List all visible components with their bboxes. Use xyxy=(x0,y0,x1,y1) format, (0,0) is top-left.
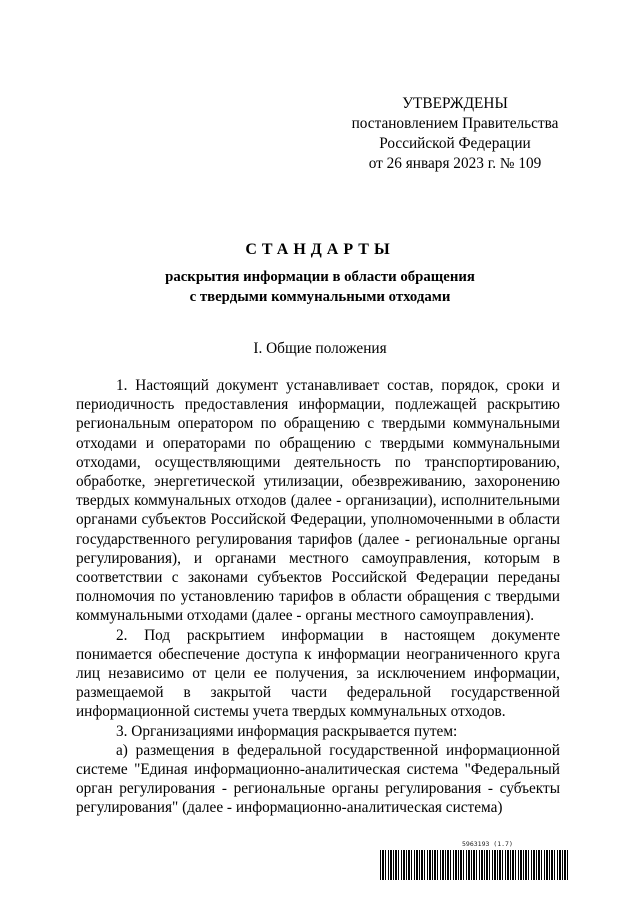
approval-block xyxy=(330,94,580,174)
paragraph-2: 2. Под раскрытием информации в настоящем документе понимается обеспечение доступа к информации неограниченного круга лиц независимо от цели ее получения, за исключением информации, размещаемой в закрытой части федеральной государственной информационной системы учета твердых коммунальных отходов. xyxy=(76,626,560,721)
approval-line-date: от 26 января 2023 г. № 109 xyxy=(368,155,542,172)
paragraph-3: 3. Организациями информация раскрывается путем: xyxy=(116,722,458,740)
document-body xyxy=(76,376,560,818)
barcode-block xyxy=(380,840,570,882)
barcode-label: 5963193 (1.7) xyxy=(462,840,513,848)
approval-line-federation: Российской Федерации xyxy=(379,135,531,152)
document-title: СТАНДАРТЫ xyxy=(245,241,395,258)
paragraph-1: 1. Настоящий документ устанавливает состав, порядок, сроки и периодичность предоставления информации, подлежащей раскрытию региональным оператором по обращению с твердыми коммунальными отходами и операторами по обращению с твердыми коммунальными отходами, осуществляющими деятельность по транспортированию, обработке, энергетической утилизации, обезвреживанию, захоронению твердых коммунальных отходов (далее - организации), исполнительными органами субъектов Российской Федерации, уполномоченными в области государственного регулирования тарифов (далее - региональные органы регулирования), и органами местного самоуправления, которым в соответствии с законами субъектов Российской Федерации переданы полномочия по установлению тарифов в области обращения с твердыми коммунальными отходами (далее - органы местного самоуправления). xyxy=(76,377,560,625)
barcode-image xyxy=(380,850,570,880)
paragraph-4: а) размещения в федеральной государственной информационной системе "Единая информационно-аналитическая система "Федеральный орган регулирования - региональные органы регулирования - субъекты регулирования" (далее - информационно-аналитическая система) xyxy=(76,741,560,817)
document-subtitle xyxy=(0,267,640,307)
subtitle-line-2: с твердыми коммунальными отходами xyxy=(189,289,451,305)
approval-heading: УТВЕРЖДЕНЫ xyxy=(402,95,508,112)
approval-line-resolution: постановлением Правительства xyxy=(351,115,559,132)
section-heading: I. Общие положения xyxy=(253,340,387,357)
subtitle-line-1: раскрытия информации в области обращения xyxy=(165,269,475,285)
